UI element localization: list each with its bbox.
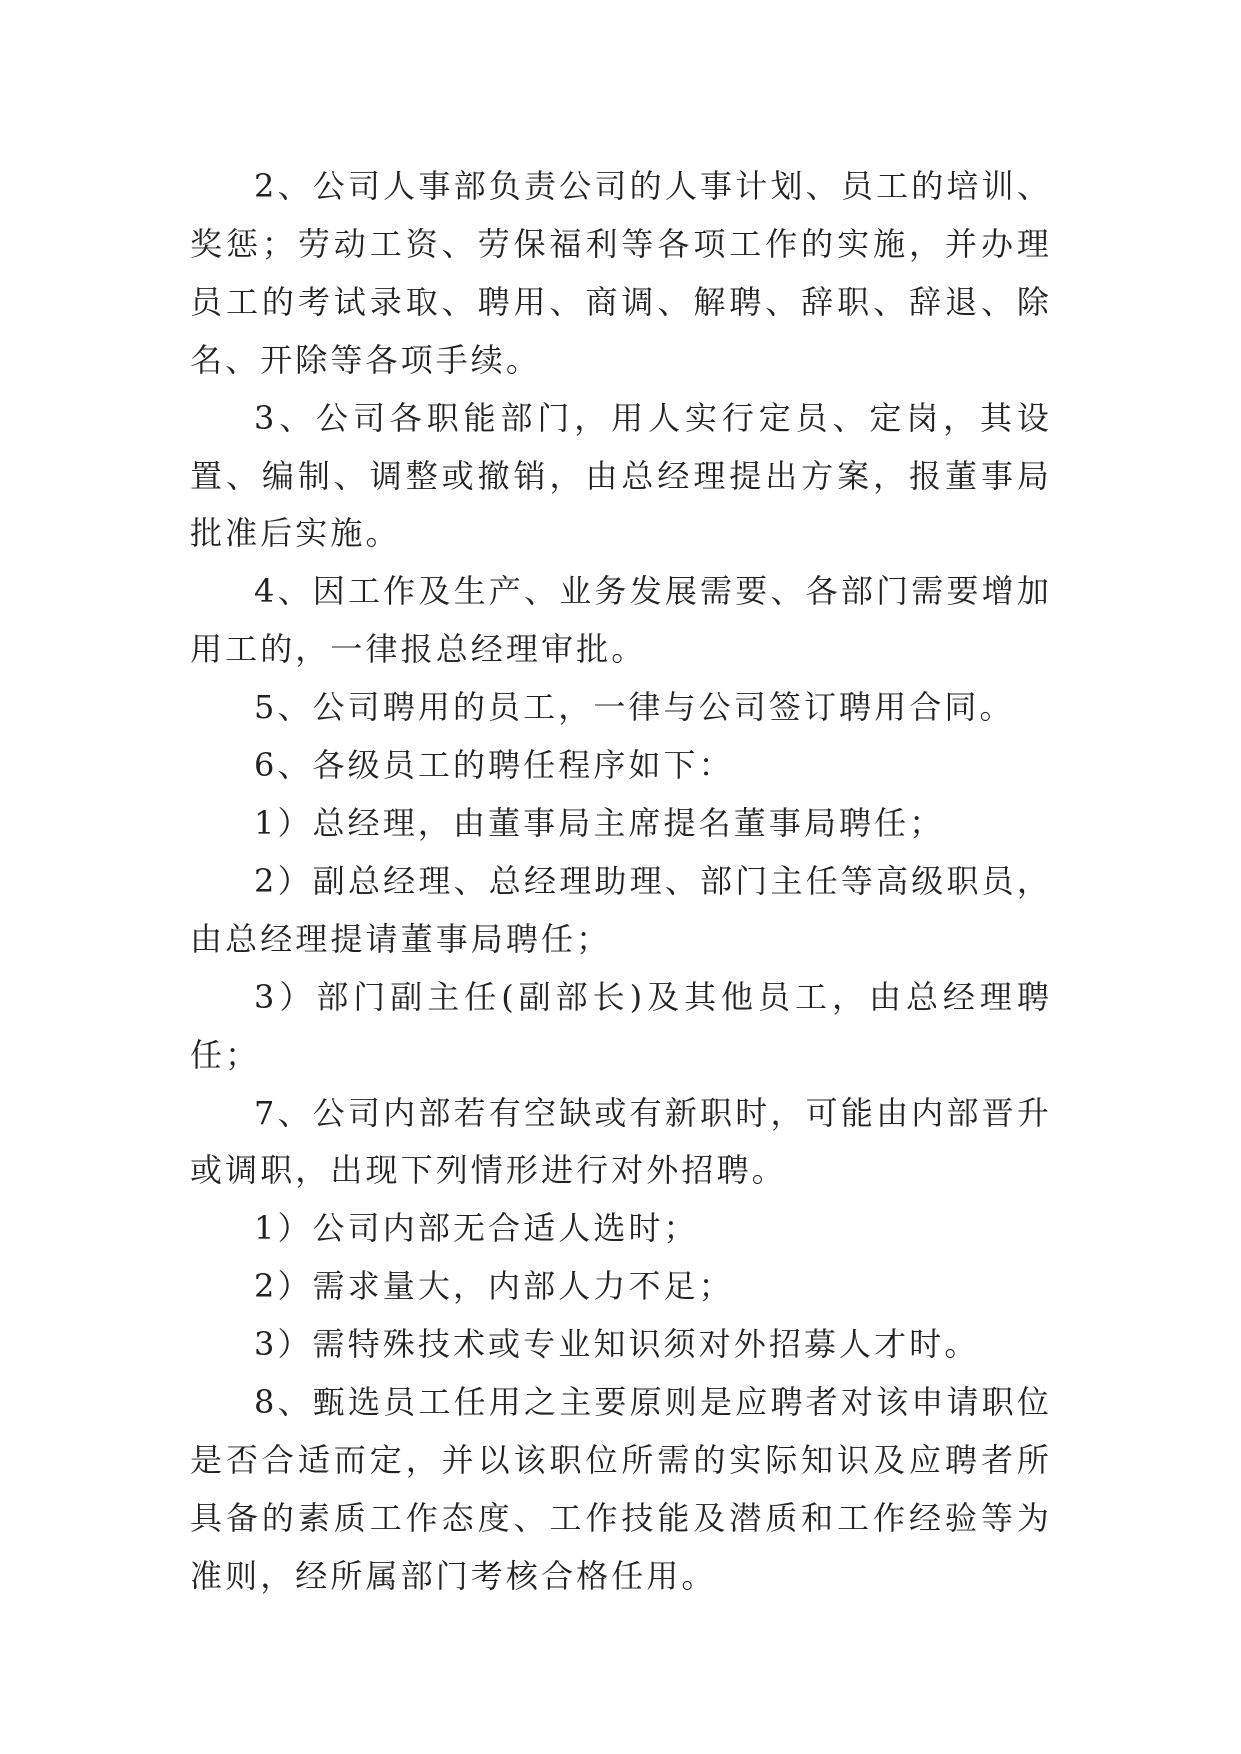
paragraph-employment-contract: 5、公司聘用的员工，一律与公司签订聘用合同。	[254, 688, 1015, 727]
paragraph-additional-hiring: 4、因工作及生产、业务发展需要、各部门需要增加用工的，一律报总经理审批。	[190, 572, 1052, 669]
list-item-general-manager: 1）总经理，由董事局主席提名董事局聘任；	[254, 803, 945, 842]
paragraph-selection-principles: 8、甄选员工任用之主要原则是应聘者对该申请职位是否合适而定，并以该职位所需的实际知识及应聘者所具备的素质工作态度、工作技能及潜质和工作经验等为准则，经所属部门考核合格任用。	[190, 1383, 1052, 1595]
document-body	[190, 158, 1052, 1606]
list-item-other-staff: 3）部门副主任(副部长)及其他员工，由总经理聘任；	[190, 977, 1052, 1074]
list-item-large-demand: 2）需求量大，内部人力不足；	[254, 1267, 734, 1306]
list-item-special-skills: 3）需特殊技术或专业知识须对外招募人才时。	[254, 1325, 980, 1364]
list-item-senior-staff: 2）副总经理、总经理助理、部门主任等高级职员，由总经理提请董事局聘任；	[190, 861, 1052, 958]
paragraph-appointment-procedure: 6、各级员工的聘任程序如下：	[254, 746, 734, 785]
paragraph-hr-duties: 2、公司人事部负责公司的人事计划、员工的培训、奖惩；劳动工资、劳保福利等各项工作的实施，并办理员工的考试录取、聘用、商调、解聘、辞职、辞退、除名、开除等各项手续。	[190, 167, 1052, 379]
paragraph-department-staffing: 3、公司各职能部门，用人实行定员、定岗，其设置、编制、调整或撤销，由总经理提出方案，报董事局批准后实施。	[190, 398, 1052, 553]
list-item-no-internal-candidate: 1）公司内部无合适人选时；	[254, 1209, 699, 1248]
paragraph-vacancy-recruitment: 7、公司内部若有空缺或有新职时，可能由内部晋升或调职，出现下列情形进行对外招聘。	[190, 1093, 1052, 1190]
